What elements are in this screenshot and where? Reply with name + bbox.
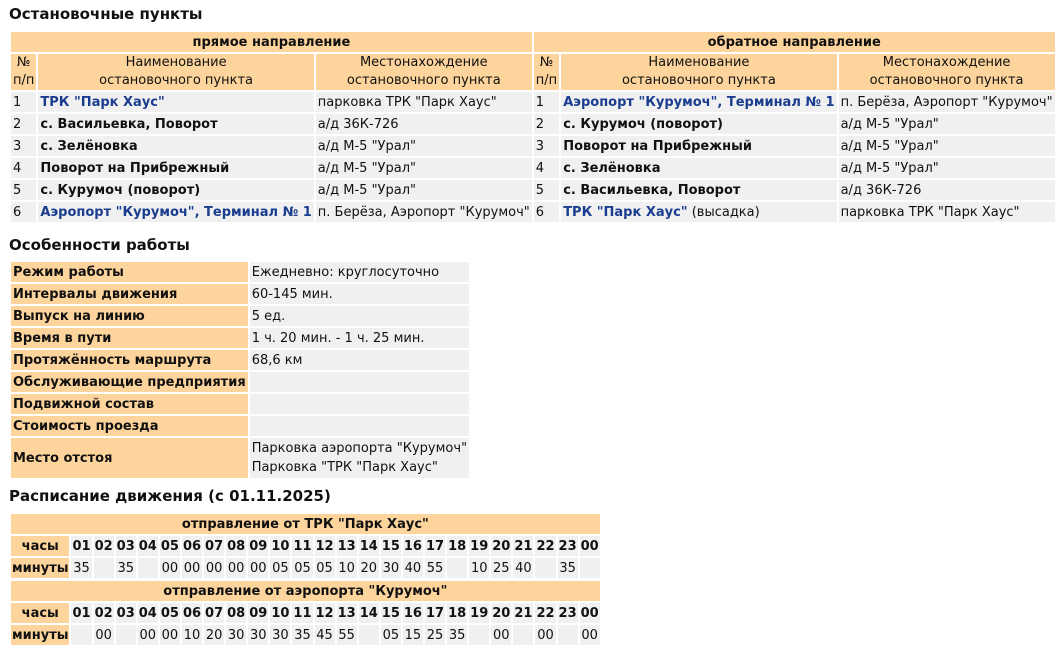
minutes-label: минуты: [11, 625, 69, 645]
stop-name: с. Васильевка, Поворот: [563, 182, 741, 198]
minute-cell: 20: [359, 558, 379, 578]
minute-cell: [513, 625, 533, 645]
hour-cell: 16: [403, 536, 423, 556]
col-num-header: № п/п: [535, 55, 558, 88]
hour-cell: 19: [469, 536, 489, 556]
stop-link[interactable]: Аэропорт "Курумоч", Терминал № 1: [563, 94, 835, 110]
minute-cell: [138, 558, 158, 578]
feature-row: [11, 262, 469, 282]
stop-link[interactable]: ТРК "Парк Хаус": [40, 94, 165, 110]
minute-cell: [535, 558, 555, 578]
hours-row: [11, 536, 600, 556]
stop-location: а/д 36К-726: [839, 180, 1055, 200]
hour-cell: 20: [491, 603, 511, 623]
minute-cell: 00: [160, 625, 180, 645]
feature-row: [11, 416, 469, 436]
minute-cell: 10: [337, 558, 357, 578]
schedule-block-header: отправление от аэропорта "Курумоч": [11, 581, 600, 601]
feature-row: [11, 350, 469, 370]
stop-name: с. Зелёновка: [563, 160, 661, 176]
feature-value: [250, 372, 469, 392]
hours-label: часы: [11, 536, 69, 556]
hour-cell: 09: [248, 603, 268, 623]
stop-row: [11, 114, 1055, 134]
hour-cell: 21: [513, 536, 533, 556]
feature-label: Место отстоя: [11, 438, 248, 478]
minute-cell: 35: [116, 558, 136, 578]
stop-number: 4: [11, 158, 36, 178]
stop-number: 1: [11, 92, 36, 112]
stop-number: 4: [534, 158, 559, 178]
minute-cell: 35: [447, 625, 467, 645]
stop-note: (высадка): [687, 204, 760, 220]
hour-cell: 20: [491, 536, 511, 556]
stops-table: [9, 30, 1057, 224]
hour-cell: 08: [226, 603, 246, 623]
stop-name-cell: [38, 136, 313, 156]
stop-number: 2: [534, 114, 559, 134]
col-name-header: Наименование остановочного пункта: [38, 54, 313, 90]
hour-cell: 17: [425, 603, 445, 623]
minutes-label: минуты: [11, 558, 69, 578]
hour-cell: 19: [469, 603, 489, 623]
feature-label: Выпуск на линию: [11, 306, 248, 326]
stop-row: [11, 180, 1055, 200]
stop-name-cell: [38, 114, 313, 134]
hour-cell: 06: [182, 603, 202, 623]
hour-cell: 18: [447, 536, 467, 556]
stop-number: 1: [534, 92, 559, 112]
feature-label: Подвижной состав: [11, 394, 248, 414]
stop-name: с. Курумоч (поворот): [40, 182, 201, 198]
minutes-row: [11, 625, 600, 645]
feature-value: [250, 438, 469, 478]
hour-cell: 05: [160, 603, 180, 623]
stop-name-cell: [38, 92, 313, 112]
hour-cell: 11: [292, 536, 312, 556]
minute-cell: [558, 625, 578, 645]
minute-cell: 00: [160, 558, 180, 578]
minute-cell: 55: [425, 558, 445, 578]
minute-cell: 00: [248, 558, 268, 578]
stop-location: а/д 36К-726: [316, 114, 532, 134]
feature-label: Стоимость проезда: [11, 416, 248, 436]
minute-cell: 15: [403, 625, 423, 645]
minute-cell: 30: [226, 625, 246, 645]
hour-cell: 18: [447, 603, 467, 623]
minute-cell: [71, 625, 91, 645]
stop-number: 5: [11, 180, 36, 200]
hour-cell: 14: [359, 603, 379, 623]
feature-row: [11, 284, 469, 304]
hour-cell: 07: [204, 536, 224, 556]
forward-direction-header: прямое направление: [11, 32, 532, 52]
hour-cell: 01: [71, 603, 91, 623]
feature-value: Ежедневно: круглосуточно: [250, 262, 469, 282]
feature-row: [11, 306, 469, 326]
minute-cell: 25: [425, 625, 445, 645]
hour-cell: 00: [580, 603, 600, 623]
minute-cell: 05: [270, 558, 290, 578]
minute-cell: 40: [513, 558, 533, 578]
feature-row: [11, 394, 469, 414]
feature-label: Обслуживающие предприятия: [11, 372, 248, 392]
feature-row: [11, 438, 469, 478]
hour-cell: 07: [204, 603, 224, 623]
feature-label: Время в пути: [11, 328, 248, 348]
minute-cell: 00: [226, 558, 246, 578]
schedule-table: [9, 512, 602, 580]
minute-cell: 05: [292, 558, 312, 578]
stop-link[interactable]: Аэропорт "Курумоч", Терминал № 1: [40, 204, 312, 220]
stop-location: п. Берёза, Аэропорт "Курумоч": [316, 202, 532, 222]
minute-cell: 05: [315, 558, 335, 578]
stop-location: а/д М-5 "Урал": [316, 158, 532, 178]
hour-cell: 17: [425, 536, 445, 556]
stop-name-cell: [561, 158, 836, 178]
hour-cell: 02: [94, 536, 114, 556]
stop-name: Поворот на Прибрежный: [563, 138, 753, 154]
hour-cell: 12: [315, 536, 335, 556]
feature-value: 68,6 км: [250, 350, 469, 370]
stop-name-cell: [561, 180, 836, 200]
stop-name: с. Зелёновка: [40, 138, 138, 154]
hour-cell: 00: [580, 536, 600, 556]
feature-label: Протяжённость маршрута: [11, 350, 248, 370]
hour-cell: 10: [270, 603, 290, 623]
minute-cell: 00: [94, 625, 114, 645]
stop-name-cell: [561, 114, 836, 134]
hour-cell: 02: [94, 603, 114, 623]
schedule-table: [9, 579, 602, 647]
stop-row: [11, 136, 1055, 156]
feature-value-line: Парковка "ТРК "Парк Хаус": [251, 460, 438, 475]
col-location-header: Местонахождение остановочного пункта: [316, 54, 532, 90]
stop-row: [11, 158, 1055, 178]
minute-cell: 10: [469, 558, 489, 578]
minute-cell: 30: [381, 558, 401, 578]
feature-value: [250, 394, 469, 414]
minutes-row: [11, 558, 600, 578]
feature-value: 60-145 мин.: [250, 284, 469, 304]
stop-location: парковка ТРК "Парк Хаус": [316, 92, 532, 112]
minute-cell: 55: [337, 625, 357, 645]
feature-value-line: Парковка аэропорта "Курумоч": [251, 441, 468, 456]
features-title: Особенности работы: [9, 236, 190, 254]
hour-cell: 12: [315, 603, 335, 623]
stop-name-cell: [561, 202, 836, 222]
hour-cell: 03: [116, 536, 136, 556]
minute-cell: [94, 558, 114, 578]
stop-row: [11, 92, 1055, 112]
stop-number: 2: [11, 114, 36, 134]
col-location-header: Местонахождение остановочного пункта: [839, 54, 1055, 90]
minute-cell: [469, 625, 489, 645]
stop-location: а/д М-5 "Урал": [316, 136, 532, 156]
hour-cell: 11: [292, 603, 312, 623]
minute-cell: 25: [491, 558, 511, 578]
hour-cell: 09: [248, 536, 268, 556]
minute-cell: 45: [315, 625, 335, 645]
stop-name-cell: [38, 158, 313, 178]
hour-cell: 21: [513, 603, 533, 623]
minute-cell: 20: [204, 625, 224, 645]
backward-direction-header: обратное направление: [534, 32, 1055, 52]
minute-cell: 35: [558, 558, 578, 578]
col-name-header: Наименование остановочного пункта: [561, 54, 836, 90]
stops-title: Остановочные пункты: [9, 5, 203, 23]
stop-location: а/д М-5 "Урал": [316, 180, 532, 200]
stop-name: Поворот на Прибрежный: [40, 160, 230, 176]
hour-cell: 06: [182, 536, 202, 556]
minute-cell: 00: [580, 625, 600, 645]
feature-label: Интервалы движения: [11, 284, 248, 304]
stop-location: а/д М-5 "Урал": [839, 136, 1055, 156]
hour-cell: 13: [337, 603, 357, 623]
hour-cell: 03: [116, 603, 136, 623]
hour-cell: 10: [270, 536, 290, 556]
minute-cell: 00: [491, 625, 511, 645]
feature-value: 5 ед.: [250, 306, 469, 326]
minute-cell: 40: [403, 558, 423, 578]
stop-number: 6: [534, 202, 559, 222]
hour-cell: 04: [138, 536, 158, 556]
features-table: [9, 260, 471, 480]
feature-row: [11, 372, 469, 392]
hour-cell: 16: [403, 603, 423, 623]
stop-location: а/д М-5 "Урал": [839, 114, 1055, 134]
hour-cell: 22: [535, 603, 555, 623]
hour-cell: 13: [337, 536, 357, 556]
minute-cell: 00: [138, 625, 158, 645]
minute-cell: 35: [71, 558, 91, 578]
hour-cell: 08: [226, 536, 246, 556]
stop-location: а/д М-5 "Урал": [839, 158, 1055, 178]
stop-row: [11, 202, 1055, 222]
stop-name-cell: [561, 92, 836, 112]
minute-cell: 05: [381, 625, 401, 645]
stop-name-cell: [561, 136, 836, 156]
hour-cell: 23: [558, 536, 578, 556]
hour-cell: 22: [535, 536, 555, 556]
stop-name: с. Васильевка, Поворот: [40, 116, 218, 132]
col-num-header: № п/п: [13, 55, 35, 88]
stop-number: 3: [11, 136, 36, 156]
minute-cell: 10: [182, 625, 202, 645]
minute-cell: 30: [270, 625, 290, 645]
hour-cell: 04: [138, 603, 158, 623]
minute-cell: [359, 625, 379, 645]
minute-cell: 00: [182, 558, 202, 578]
hour-cell: 14: [359, 536, 379, 556]
minute-cell: 00: [204, 558, 224, 578]
stop-number: 5: [534, 180, 559, 200]
minute-cell: 00: [535, 625, 555, 645]
minute-cell: [447, 558, 467, 578]
stop-name-cell: [38, 202, 313, 222]
stop-name: с. Курумоч (поворот): [563, 116, 723, 132]
stop-number: 6: [11, 202, 36, 222]
hour-cell: 15: [381, 603, 401, 623]
stop-number: 3: [534, 136, 559, 156]
hours-row: [11, 603, 600, 623]
minute-cell: [580, 558, 600, 578]
feature-value: 1 ч. 20 мин. - 1 ч. 25 мин.: [250, 328, 469, 348]
minute-cell: [116, 625, 136, 645]
hour-cell: 05: [160, 536, 180, 556]
feature-label: Режим работы: [11, 262, 248, 282]
hour-cell: 01: [71, 536, 91, 556]
feature-value: [250, 416, 469, 436]
schedule-block-header: отправление от ТРК "Парк Хаус": [11, 514, 600, 534]
stop-link[interactable]: ТРК "Парк Хаус": [563, 204, 688, 220]
hour-cell: 15: [381, 536, 401, 556]
stop-location: п. Берёза, Аэропорт "Курумоч": [839, 92, 1055, 112]
hours-label: часы: [11, 603, 69, 623]
minute-cell: 30: [248, 625, 268, 645]
stop-location: парковка ТРК "Парк Хаус": [839, 202, 1055, 222]
minute-cell: 35: [292, 625, 312, 645]
schedule-title: Расписание движения (с 01.11.2025): [9, 487, 331, 505]
feature-row: [11, 328, 469, 348]
stop-name-cell: [38, 180, 313, 200]
hour-cell: 23: [558, 603, 578, 623]
